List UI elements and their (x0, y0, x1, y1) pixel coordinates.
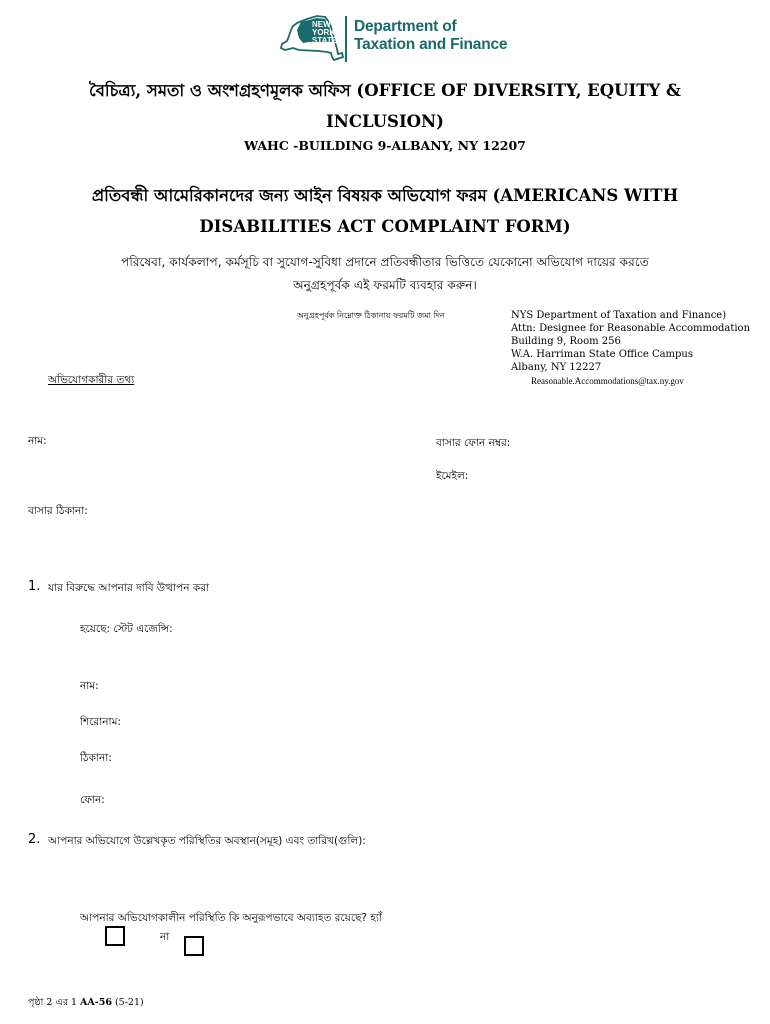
home-address-label: বাসার ঠিকানা: (28, 505, 88, 517)
email-label: ইমেইল: (436, 470, 469, 482)
mailing-line: Building 9, Room 256 (511, 336, 621, 347)
form-title-line1: প্রতিবন্ধী আমেরিকানদের জন্য আইন বিষয়ক অভিযোগ ফরম (AMERICANS WITH (91, 186, 679, 205)
respondent-title-label: শিরোনাম: (80, 716, 121, 728)
nys-tax-logo (279, 14, 508, 64)
question1-number: 1. (28, 579, 41, 594)
complainant-section-title (48, 373, 134, 390)
mailing-email[interactable]: Reasonable.Accommodations@tax.ny.gov (531, 376, 684, 386)
new-york-state-map-icon (279, 14, 345, 64)
footer-form-code: AA-56 (80, 997, 112, 1008)
state-text-line3: STATE (312, 36, 338, 45)
respondent-name-label: নাম: (80, 680, 99, 692)
office-title-line1: বৈচিত্র্য, সমতা ও অংশগ্রহণমূলক অফিস (OFFICE OF DIVERSITY, EQUITY & (89, 81, 681, 100)
instructions-line2: অনুগ্রহপূর্বক এই ফরমটি ব্যবহার করুন। (293, 278, 477, 292)
logo-divider (345, 16, 347, 62)
mailing-line: NYS Department of Taxation and Finance) (511, 310, 727, 321)
question2-number: 2. (28, 832, 41, 847)
complainant-section-title-text: অভিযোগকারীর তথ্য (48, 374, 135, 386)
mailing-line: Albany, NY 12227 (511, 362, 602, 373)
office-address: WAHC -BUILDING 9-ALBANY, NY 12207 (244, 138, 526, 153)
agency-label: হয়েছে: স্টেট এজেন্সি: (80, 623, 173, 635)
state-text-line2: YORK (312, 28, 336, 37)
office-title-line2: INCLUSION) (326, 112, 444, 131)
question1-text: যার বিরুদ্ধে আপনার দাবি উত্থাপন করা (48, 582, 210, 594)
footer-page-number: পৃষ্ঠা 2 এর 1 (28, 997, 77, 1008)
logo-department-line2: Taxation and Finance (354, 36, 508, 53)
mailing-address (511, 309, 750, 374)
respondent-phone-label: ফোন: (80, 794, 105, 806)
yes-checkbox[interactable] (105, 926, 125, 946)
instructions-line1: পরিষেবা, কার্যকলাপ, কর্মসূচি বা সুযোগ-সুবিধা প্রদানে প্রতিবন্ধীতার ভিত্তিতে যেকোনো অভিযোগ দায়ের করতে (121, 255, 649, 269)
form-title-line2: DISABILITIES ACT COMPLAINT FORM) (199, 217, 571, 236)
home-phone-label: বাসার ফোন নম্বর: (436, 437, 511, 449)
ongoing-question: আপনার অভিযোগকালীন পরিস্থিতি কি অনুরূপভাবে অব্যাহত রয়েছে? হ্যাঁ (80, 912, 382, 924)
name-label: নাম: (28, 435, 47, 447)
state-text-line1: NEW (312, 20, 331, 29)
submit-instruction: অনুগ্রহপূর্বক নিম্নোক্ত ঠিকানায় ফরমটি জমা দিন (297, 311, 445, 320)
respondent-address-label: ঠিকানা: (80, 752, 112, 764)
no-label: না (160, 931, 170, 943)
mailing-line: W.A. Harriman State Office Campus (511, 349, 694, 360)
question2-text: আপনার অভিযোগে উল্লেখকৃত পরিস্থিতির অবস্থান(সমূহ) এবং তারিখ(গুলি): (48, 835, 366, 847)
page-footer (28, 996, 144, 1011)
mailing-line: Attn: Designee for Reasonable Accommodation (511, 323, 751, 334)
footer-revision: (5-21) (114, 997, 144, 1008)
no-checkbox[interactable] (184, 936, 204, 956)
logo-department-line1: Department of (354, 18, 457, 35)
